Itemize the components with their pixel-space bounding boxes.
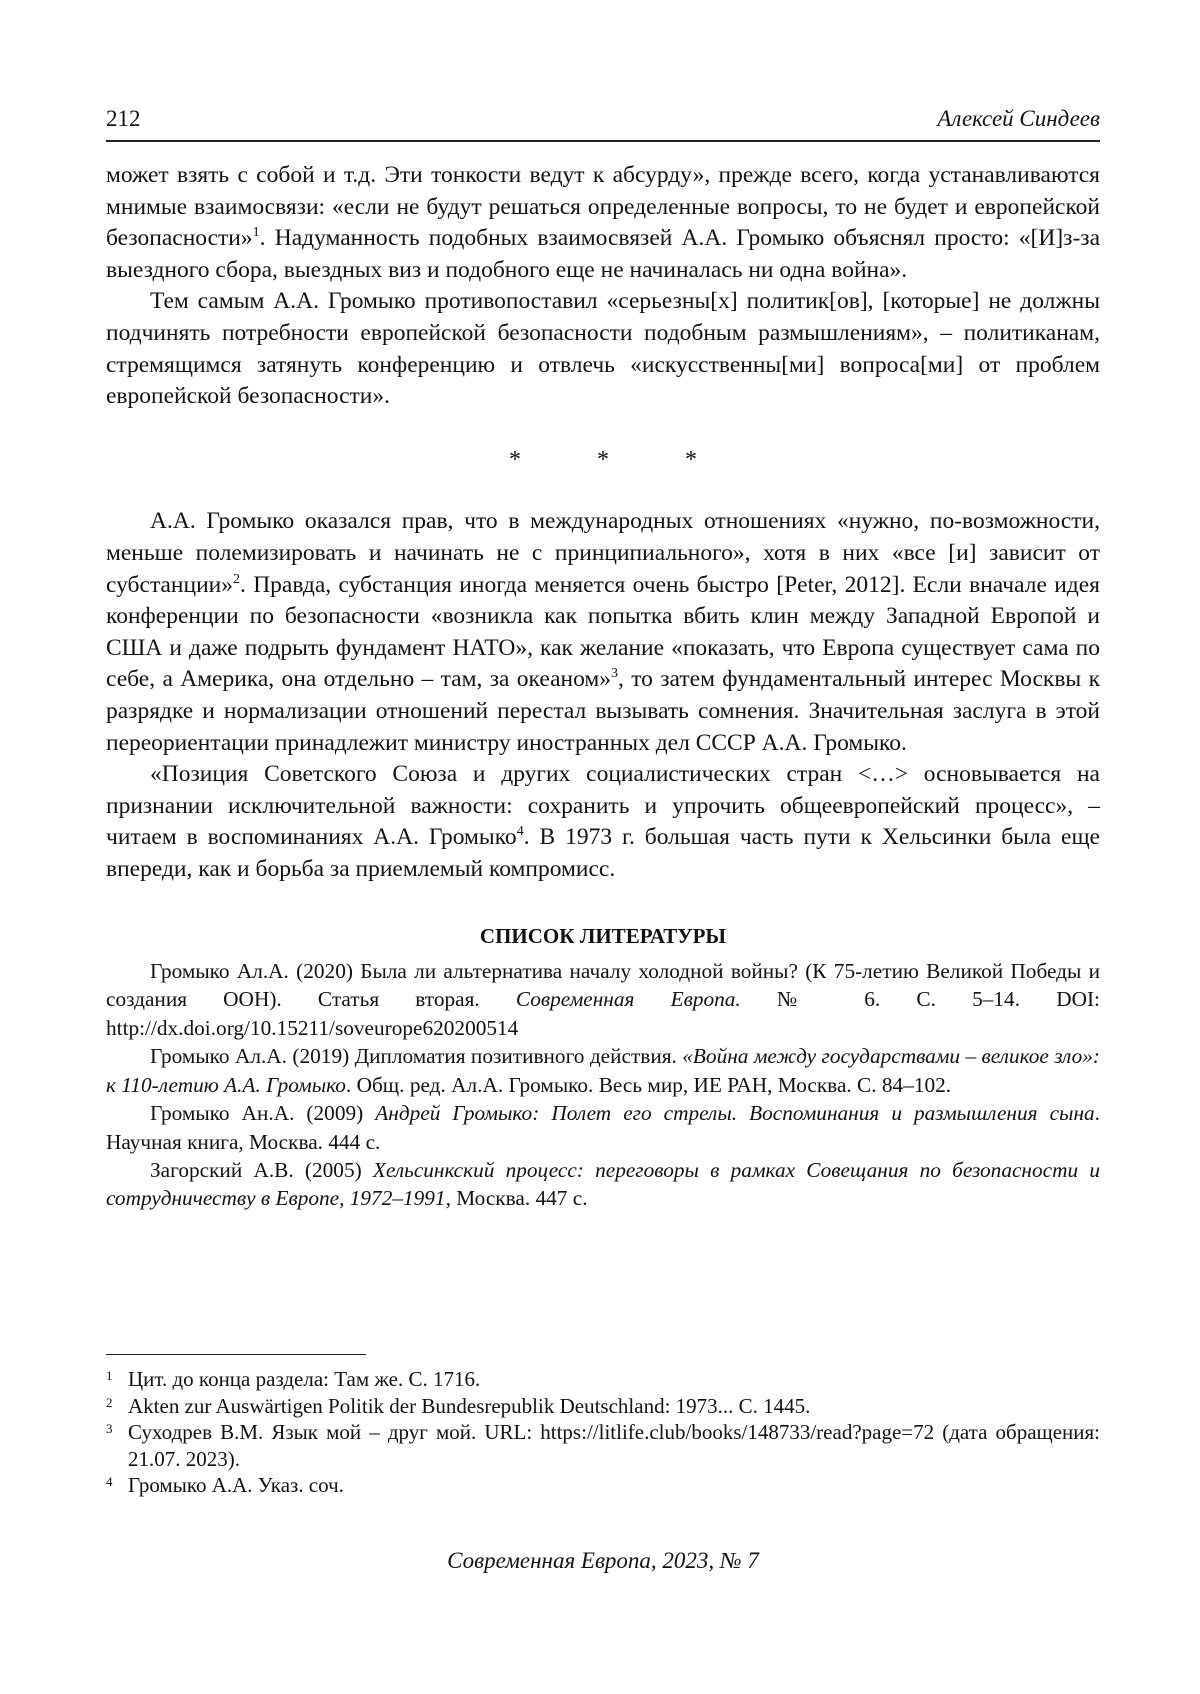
footnote-text: Akten zur Auswärtigen Politik der Bundesrepublik Deutschland: 1973... С. 1445. (128, 1393, 811, 1418)
footnote-ref[interactable]: 3 (611, 666, 618, 682)
footnote-ref[interactable]: 4 (516, 824, 524, 840)
footnote (106, 1366, 1100, 1393)
article-body (106, 160, 1100, 1213)
footnote-number: 3 (106, 1421, 113, 1436)
references-list (106, 957, 1100, 1213)
footnote-ref[interactable]: 2 (233, 571, 240, 587)
reference-item (106, 1156, 1100, 1213)
reference-text: Громыко Ал.А. (2019) Дипломатия позитивного действия. (150, 1044, 683, 1069)
running-author: Алексей Синдеев (937, 106, 1100, 131)
footnote-text: Громыко А.А. Указ. соч. (128, 1473, 344, 1497)
reference-text: Загорский А.В. (2005) (150, 1157, 373, 1182)
reference-item (106, 1042, 1100, 1099)
reference-italic: Современная Европа. (515, 987, 741, 1012)
footnote-number: 2 (106, 1394, 113, 1410)
footnote-text: Цит. до конца раздела: Там же. С. 1716. (128, 1367, 481, 1391)
paragraph-text: Тем самым А.А. Громыко противопоставил «серьезны[х] политик[ов], [которые] не должны подчинять потребности европейской безопасности подобным размышлениям», – политиканам, стремящимся затянуть конференцию и отвлечь «искусственны[ми] вопроса[ми] от проблем европейской безопасности». (106, 288, 1100, 410)
footnote-text[interactable]: Суходрев В.М. Язык мой – друг мой. URL: https://litlife.club/books/148733/read?page=72 (дата обращения: 21.07. 2023). (128, 1420, 1100, 1471)
footnotes (106, 1366, 1100, 1499)
paragraph-text: . Правда, субстанция иногда меняется очень быстро [Peter, 2012]. Если вначале идея конференции по безопасности «возникла как попытка вбить клин между Западной Европой и США и даже подрыть фундамент НАТО», как желание «показать, что Европа существует сама по себе, а Америка, она отдельно – там, за океаном» (106, 571, 1100, 693)
footnote-number: 1 (106, 1368, 113, 1383)
footnote (106, 1393, 1100, 1420)
asterisk: * (597, 446, 609, 473)
footnote (106, 1472, 1100, 1499)
paragraph (106, 506, 1100, 759)
paragraph-text: А.А. Громыко оказался прав, что в международных отношениях «нужно, по-возможности, меньше полемизировать и начинать не с принципиального», хотя в них «все [и] зависит от субстанции» (106, 508, 1100, 598)
reference-text[interactable]: № 6. С. 5–14. DOI: http://dx.doi.org/10.15211/soveurope620200514 (106, 987, 1100, 1040)
reference-text: Громыко Ан.А. (2009) (150, 1101, 376, 1126)
reference-item (106, 1099, 1100, 1156)
running-header (106, 106, 1100, 142)
reference-text: . Научная книга, Москва. 444 с. (106, 1101, 1100, 1154)
reference-italic: Андрей Громыко: Полет его стрелы. Воспоминания и размышления сына (375, 1101, 1095, 1126)
paragraph-text: , то затем фундаментальный интерес Москвы к разрядке и нормализации отношений перестал вызывать сомнения. Значительная заслуга в этой переориентации принадлежит министру иностранных дел СССР А.А. Громыко. (106, 666, 1100, 756)
paragraph (106, 160, 1100, 286)
footnote-number: 4 (106, 1474, 113, 1489)
paragraph-text: . Надуманность подобных взаимосвязей А.А. Громыко объяснял просто: «[И]з-за выездного сбора, выездных виз и подобного еще не начиналась ни одна война». (106, 225, 1100, 283)
reference-text: Громыко Ал.А. (2020) Была ли альтернатива началу холодной войны? (К 75-летию Великой Победы и создания ООН). Статья вторая. (106, 959, 1100, 1012)
asterisk: * (685, 446, 697, 473)
reference-item (106, 957, 1100, 1042)
asterisk: * (509, 446, 521, 473)
footnote (106, 1419, 1100, 1472)
footnote-ref[interactable]: 1 (252, 225, 260, 241)
page-number: 212 (106, 106, 141, 131)
references-heading: СПИСОК ЛИТЕРАТУРЫ (479, 924, 727, 949)
reference-text: Москва. 447 с. (450, 1186, 588, 1211)
running-footer: Современная Европа, 2023, № 7 (447, 1548, 759, 1573)
reference-italic: «Война между государствами – великое зло»: к 110-летию А.А. Громыко (106, 1044, 1100, 1097)
reference-text: . Общ. ред. Ал.А. Громыко. Весь мир, ИЕ РАН, Москва. С. 84–102. (345, 1072, 952, 1097)
reference-italic: Хельсинкский процесс: переговоры в рамках Совещания по безопасности и сотрудничеству в Европе, 1972–1991, (106, 1157, 1100, 1211)
paragraph-text: . В 1973 г. большая часть пути к Хельсинки была еще впереди, как и борьба за приемлемый компромисс. (106, 824, 1100, 882)
paragraph-text: «Позиция Советского Союза и других социалистических стран <…> основывается на признании исключительной важности: сохранить и упрочить общеевропейский процесс», – читаем в воспоминаниях А.А. Громыко (106, 761, 1100, 851)
footnote-divider (106, 1354, 366, 1355)
section-separator (106, 445, 1100, 477)
paragraph (106, 286, 1100, 412)
paragraph-text: может взять с собой и т.д. Эти тонкости ведут к абсурду», прежде всего, когда устанавливаются мнимые взаимосвязи: «если не будут решаться определенные вопросы, то не будет и европейской безопасности» (106, 162, 1100, 252)
paragraph (106, 759, 1100, 885)
